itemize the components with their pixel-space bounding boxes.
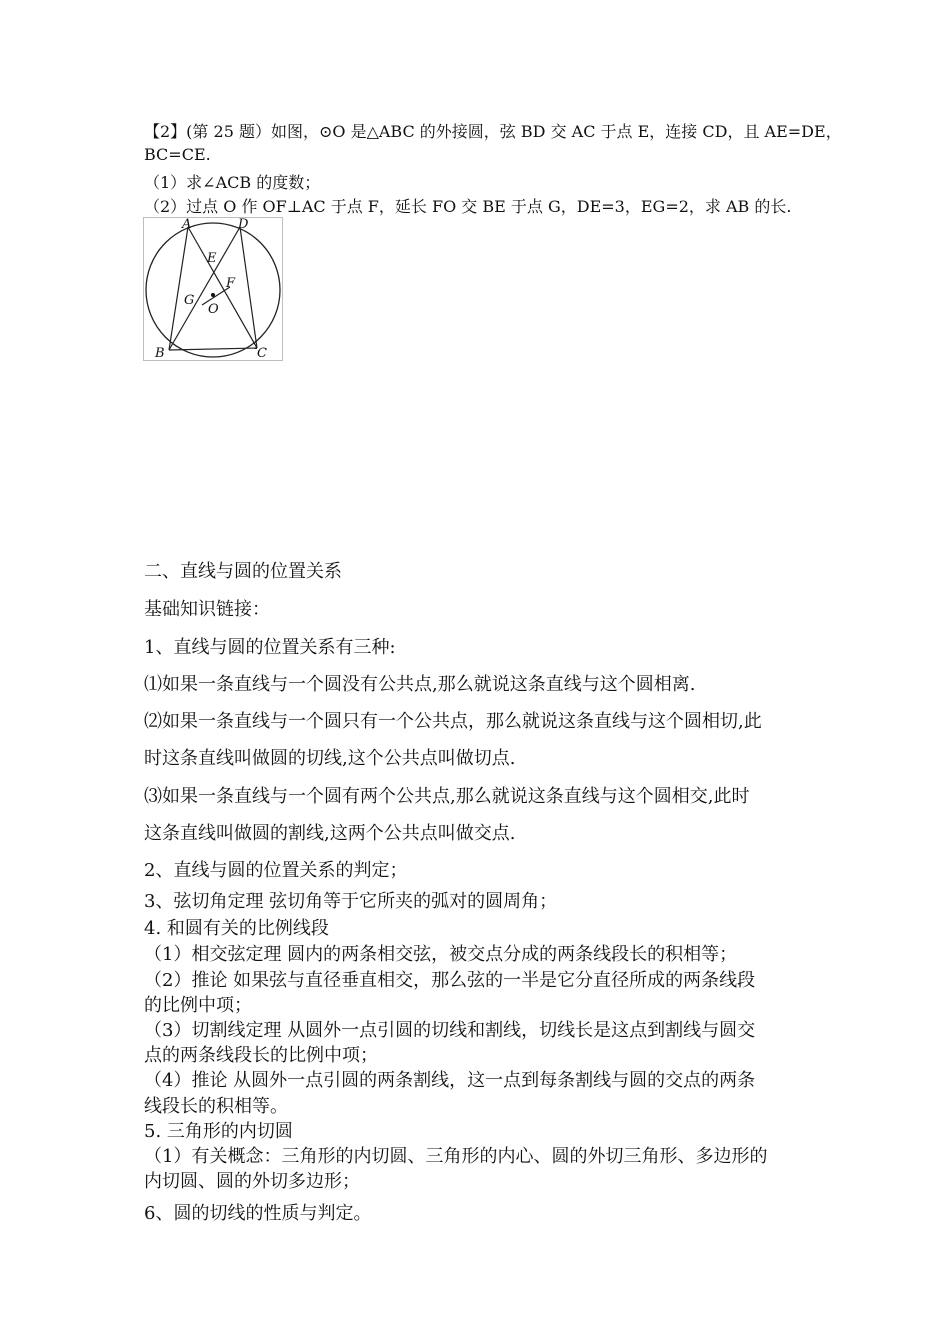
problem-line-1: 【2】(第 25 题）如图，⊙O 是△ABC 的外接圆，弦 BD 交 AC 于点 E，连接 CD，且 AE=DE， bbox=[144, 122, 842, 141]
paragraph-5a-line1: （1）有关概念：三角形的内切圆、三角形的内心、圆的外切三角形、多边形的 bbox=[144, 1146, 768, 1167]
paragraph-4d-line2: 线段长的积相等。 bbox=[144, 1096, 288, 1117]
center-point bbox=[211, 293, 215, 297]
paragraph-5: 5. 三角形的内切圆 bbox=[144, 1121, 293, 1142]
label-d: D bbox=[238, 218, 249, 232]
geometry-figure bbox=[143, 217, 283, 361]
paragraph-3: 3、弦切角定理 弦切角等于它所夹的弧对的圆周角； bbox=[144, 891, 558, 912]
paragraph-1: 1、直线与圆的位置关系有三种: bbox=[144, 637, 396, 658]
paragraph-4a: （1）相交弦定理 圆内的两条相交弦，被交点分成的两条线段长的积相等； bbox=[144, 944, 738, 965]
paragraph-4c-line1: （3）切割线定理 从圆外一点引圆的切线和割线，切线长是这点到割线与圆交 bbox=[144, 1020, 756, 1041]
paragraph-1b-line2: 时这条直线叫做圆的切线,这个公共点叫做切点. bbox=[144, 748, 516, 769]
label-c: C bbox=[257, 346, 267, 360]
segment-ac bbox=[188, 227, 257, 348]
section-subtitle: 基础知识链接： bbox=[144, 599, 270, 620]
label-g: G bbox=[184, 293, 195, 308]
paragraph-5a-line2: 内切圆、圆的外切多边形； bbox=[144, 1171, 360, 1192]
paragraph-4d-line1: （4）推论 从圆外一点引圆的两条割线，这一点到每条割线与圆的交点的两条 bbox=[144, 1070, 756, 1091]
question-2: （2）过点 O 作 OF⊥AC 于点 F，延长 FO 交 BE 于点 G，DE=3，EG=2，求 AB 的长. bbox=[144, 197, 792, 216]
label-e: E bbox=[207, 251, 217, 266]
label-a: A bbox=[182, 218, 192, 232]
paragraph-1c-line2: 这条直线叫做圆的割线,这两个公共点叫做交点. bbox=[144, 823, 516, 844]
paragraph-4b-line2: 的比例中项； bbox=[144, 995, 252, 1016]
paragraph-6: 6、圆的切线的性质与判定。 bbox=[144, 1203, 372, 1224]
label-b: B bbox=[155, 346, 165, 360]
paragraph-4: 4. 和圆有关的比例线段 bbox=[144, 918, 329, 939]
question-1: （1）求∠ACB 的度数； bbox=[144, 173, 321, 192]
label-f: F bbox=[226, 276, 236, 291]
paragraph-2: 2、直线与圆的位置关系的判定； bbox=[144, 860, 408, 881]
problem-line-2: BC=CE. bbox=[144, 145, 211, 164]
circle-diagram bbox=[144, 218, 282, 360]
section-title: 二、直线与圆的位置关系 bbox=[144, 561, 342, 582]
paragraph-4b-line1: （2）推论 如果弦与直径垂直相交，那么弦的一半是它分直径所成的两条线段 bbox=[144, 970, 756, 991]
circumcircle bbox=[146, 223, 280, 357]
segment-ab bbox=[169, 227, 188, 350]
paragraph-1a: ⑴如果一条直线与一个圆没有公共点,那么就说这条直线与这个圆相离. bbox=[144, 674, 696, 695]
paragraph-1c-line1: ⑶如果一条直线与一个圆有两个公共点,那么就说这条直线与这个圆相交,此时 bbox=[144, 786, 750, 807]
segment-cd bbox=[240, 227, 257, 348]
paragraph-1b-line1: ⑵如果一条直线与一个圆只有一个公共点，那么就说这条直线与这个圆相切,此 bbox=[144, 711, 762, 732]
label-o: O bbox=[208, 302, 219, 317]
paragraph-4c-line2: 点的两条线段长的比例中项； bbox=[144, 1045, 378, 1066]
